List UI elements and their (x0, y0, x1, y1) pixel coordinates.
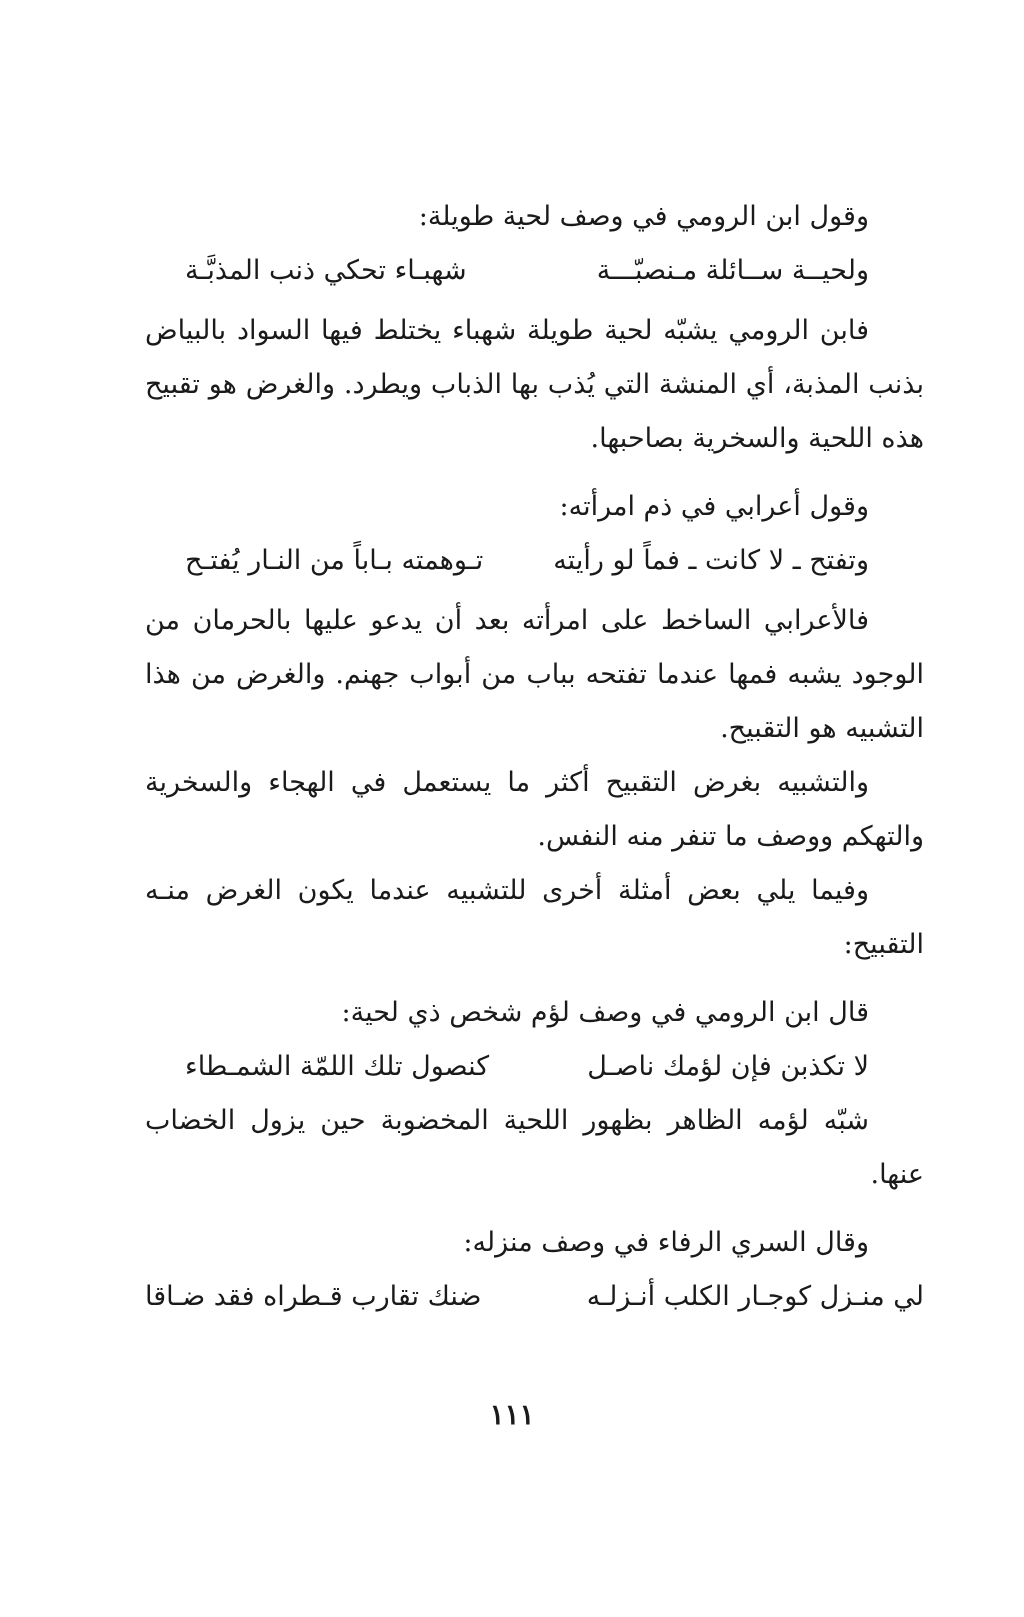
verse-first-hemistich: ولحيــة ســائلة مـنصبّـــة (596, 255, 869, 286)
verse-intro-ibn-rumi-beard: وقول ابن الرومي في وصف لحية طويلة: (418, 201, 869, 232)
verse-first-hemistich: لا تكذبن فإن لؤمك ناصـل (587, 1051, 869, 1082)
verse-wife (145, 534, 924, 588)
paragraph-uglification-use: والتشبيه بغرض التقبيح أكثر ما يستعمل في الهجاء والسخرية والتهكم ووصف ما تنفر منه النفس. (145, 767, 924, 852)
explanation-paragraph-meanness: شبّه لؤمه الظاهر بظهور اللحية المخضوبة حين يزول الخضاب عنها. (145, 1105, 924, 1190)
verse-second-hemistich: شهبـاء تحكي ذنب المذبَّـة (185, 255, 467, 286)
page-body (145, 190, 924, 1324)
verse-intro-sari-raffa: وقال السري الرفاء في وصف منزله: (463, 1227, 869, 1258)
verse-first-hemistich: لي منـزل كوجـار الكلب أنـزلـه (586, 1281, 924, 1312)
explanation-paragraph-beard: فابن الرومي يشبّه لحية طويلة شهباء يختلط فيها السواد بالبياض بذنب المذبة، أي المنشة التي يُذب بها الذباب ويطرد. والغرض هو تقبيح هذه اللحية والسخرية بصاحبها. (145, 315, 924, 454)
paragraph-more-examples: وفيما يلي بعض أمثلة أخرى للتشبيه عندما يكون الغرض منـه التقبيح: (145, 875, 924, 960)
verse-meanness (145, 1040, 924, 1094)
verse-beard (145, 244, 924, 298)
verse-house (145, 1270, 924, 1324)
explanation-paragraph-wife: فالأعرابي الساخط على امرأته بعد أن يدعو عليها بالحرمان من الوجود يشبه فمها عندما تفتحه بباب من أبواب جهنم. والغرض من هذا التشبيه هو التقبيح. (145, 605, 924, 744)
verse-second-hemistich: تـوهمته بـاباً من النـار يُفتـح (185, 545, 484, 576)
verse-intro-bedouin-wife: وقول أعرابي في ذم امرأته: (559, 491, 869, 522)
verse-first-hemistich: وتفتح ـ لا كانت ـ فماً لو رأيته (553, 545, 869, 576)
verse-second-hemistich: ضنك تقارب قـطراه فقد ضـاقا (145, 1281, 482, 1312)
verse-second-hemistich: كنصول تلك اللمّة الشمـطاء (185, 1051, 490, 1082)
verse-intro-ibn-rumi-meanness: قال ابن الرومي في وصف لؤم شخص ذي لحية: (341, 997, 869, 1028)
page-number: ١١١ (489, 1398, 535, 1431)
